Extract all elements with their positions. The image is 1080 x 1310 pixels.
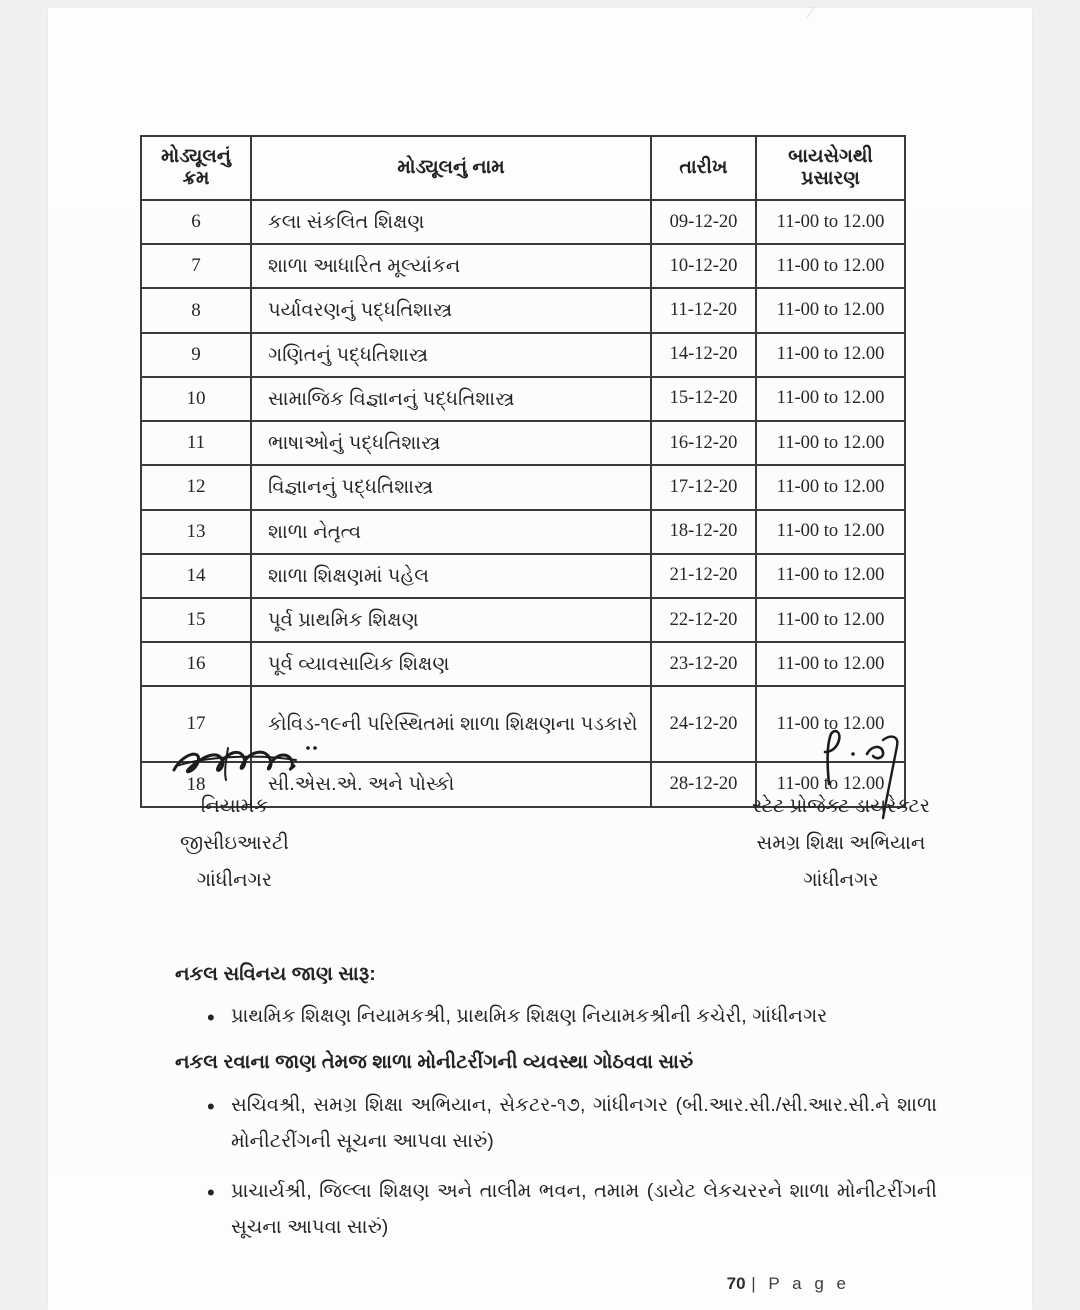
module-number: 17: [141, 686, 251, 762]
table-row: [141, 377, 905, 421]
module-name: શાળા નેતૃત્વ: [251, 510, 651, 554]
module-name: કોવિડ-૧૯ની પરિસ્થિતમાં શાળા શિક્ષણના પડકારો: [251, 686, 651, 762]
module-date: 21-12-20: [651, 554, 756, 598]
module-number: 16: [141, 642, 251, 686]
cc-list-action: [175, 1087, 937, 1245]
table-row: [141, 510, 905, 554]
module-name: પૂર્વ વ્યાવસાયિક શિક્ષણ: [251, 642, 651, 686]
signatory-place-right: ગાંધીનગર: [803, 869, 879, 891]
module-number: 14: [141, 554, 251, 598]
table-row: [141, 200, 905, 244]
module-name: શાળા આધારિત મૂલ્યાંકન: [251, 244, 651, 288]
cc-item: • પ્રાથમિક શિક્ષણ નિયામકશ્રી, પ્રાથમિક શિક્ષણ નિયામકશ્રીની કચેરી, ગાંધીનગર: [175, 998, 937, 1034]
table-row: [141, 288, 905, 332]
module-time: 11-00 to 12.00: [756, 288, 905, 332]
table-row: [141, 554, 905, 598]
module-time: 11-00 to 12.00: [756, 686, 905, 762]
module-date: 28-12-20: [651, 762, 756, 806]
signature-block-director-gcert: [180, 736, 289, 899]
signatory-org-left: જીસીઇઆરટી: [180, 832, 289, 854]
cc-item: • સચિવશ્રી, સમગ્ર શિક્ષા અભિયાન, સેકટર-૧૭, ગાંધીનગર (બી.આર.સી./સી.આર.સી.ને શાળા મોનીટરીંગની સૂચના આપવા સારું): [175, 1087, 937, 1159]
module-schedule-table: [140, 135, 906, 808]
module-number: 11: [141, 421, 251, 465]
module-date: 23-12-20: [651, 642, 756, 686]
module-date: 15-12-20: [651, 377, 756, 421]
handwritten-signature-right: [752, 736, 930, 788]
signatory-title-right: સ્ટેટ પ્રોજેક્ટ ડાયરેક્ટર: [751, 795, 930, 817]
module-time: 11-00 to 12.00: [756, 377, 905, 421]
signature-section: [140, 736, 940, 899]
table-row: [141, 244, 905, 288]
module-date: 11-12-20: [651, 288, 756, 332]
handwritten-signature-left: [180, 736, 289, 788]
signatory-place-left: ગાંધીનગર: [196, 869, 272, 891]
table-row: [141, 465, 905, 509]
module-name: પૂર્વ પ્રાથમિક શિક્ષણ: [251, 598, 651, 642]
header-broadcast: બાયસેગથી પ્રસારણ: [756, 136, 905, 200]
cc-item: • પ્રાચાર્યશ્રી, જિલ્લા શિક્ષણ અને તાલીમ ભવન, તમામ (ડાયેટ લેકચરરને શાળા મોનીટરીંગની સૂચના આપવા સારું): [175, 1173, 937, 1245]
table-row: [141, 598, 905, 642]
table-row: [141, 642, 905, 686]
module-time: 11-00 to 12.00: [756, 642, 905, 686]
scan-artifact-mark: [806, 6, 834, 31]
cc-heading-information: નકલ સવિનય જાણ સારૂ:: [175, 963, 376, 985]
table-row: [141, 421, 905, 465]
module-time: 11-00 to 12.00: [756, 598, 905, 642]
module-date: 14-12-20: [651, 333, 756, 377]
signature-ink-left: [168, 736, 338, 791]
signatory-org-right: સમગ્ર શિક્ષા અભિયાન: [756, 832, 926, 854]
module-name: સી.એસ.એ. અને પોસ્કો: [251, 762, 651, 806]
module-date: 09-12-20: [651, 200, 756, 244]
module-time: 11-00 to 12.00: [756, 510, 905, 554]
cc-list-information: [175, 998, 937, 1034]
module-name: વિજ્ઞાનનું પદ્ધતિશાસ્ત્ર: [251, 465, 651, 509]
module-number: 7: [141, 244, 251, 288]
module-date: 22-12-20: [651, 598, 756, 642]
page-footer: [727, 1274, 850, 1294]
module-time: 11-00 to 12.00: [756, 465, 905, 509]
header-date: તારીખ: [651, 136, 756, 200]
module-time: 11-00 to 12.00: [756, 421, 905, 465]
module-time: 11-00 to 12.00: [756, 762, 905, 806]
document-page: [48, 8, 1032, 1310]
module-number: 8: [141, 288, 251, 332]
header-module-name: મોડ્યૂલનું નામ: [251, 136, 651, 200]
page-word: | P a g e: [751, 1274, 850, 1293]
module-number: 13: [141, 510, 251, 554]
module-date: 24-12-20: [651, 686, 756, 762]
table-row: [141, 333, 905, 377]
cc-notes-section: [175, 952, 937, 1259]
module-name: પર્યાવરણનું પદ્ધતિશાસ્ત્ર: [251, 288, 651, 332]
module-time: 11-00 to 12.00: [756, 333, 905, 377]
signature-ink-right: [807, 726, 937, 786]
module-time: 11-00 to 12.00: [756, 200, 905, 244]
module-name: કલા સંકલિત શિક્ષણ: [251, 200, 651, 244]
module-date: 16-12-20: [651, 421, 756, 465]
module-name: સામાજિક વિજ્ઞાનનું પદ્ધતિશાસ્ત્ર: [251, 377, 651, 421]
module-name: ગણિતનું પદ્ધતિશાસ્ત્ર: [251, 333, 651, 377]
module-number: 18: [141, 762, 251, 806]
module-number: 12: [141, 465, 251, 509]
module-date: 18-12-20: [651, 510, 756, 554]
module-name: શાળા શિક્ષણમાં પહેલ: [251, 554, 651, 598]
module-name: ભાષાઓનું પદ્ધતિશાસ્ત્ર: [251, 421, 651, 465]
signatory-title-left: નિયામક: [200, 795, 269, 817]
module-time: 11-00 to 12.00: [756, 244, 905, 288]
module-date: 17-12-20: [651, 465, 756, 509]
module-number: 6: [141, 200, 251, 244]
module-time: 11-00 to 12.00: [756, 554, 905, 598]
module-number: 9: [141, 333, 251, 377]
page-number: 70: [726, 1274, 746, 1293]
signature-block-state-project-director: [752, 736, 930, 899]
header-module-number: મોડ્યૂલનું ક્રમ: [141, 136, 251, 200]
cc-heading-action: નકલ રવાના જાણ તેમજ શાળા મોનીટરીંગની વ્યવસ્થા ગોઠવવા સારું: [175, 1051, 694, 1074]
module-number: 15: [141, 598, 251, 642]
module-date: 10-12-20: [651, 244, 756, 288]
table-header-row: [141, 136, 905, 200]
module-number: 10: [141, 377, 251, 421]
